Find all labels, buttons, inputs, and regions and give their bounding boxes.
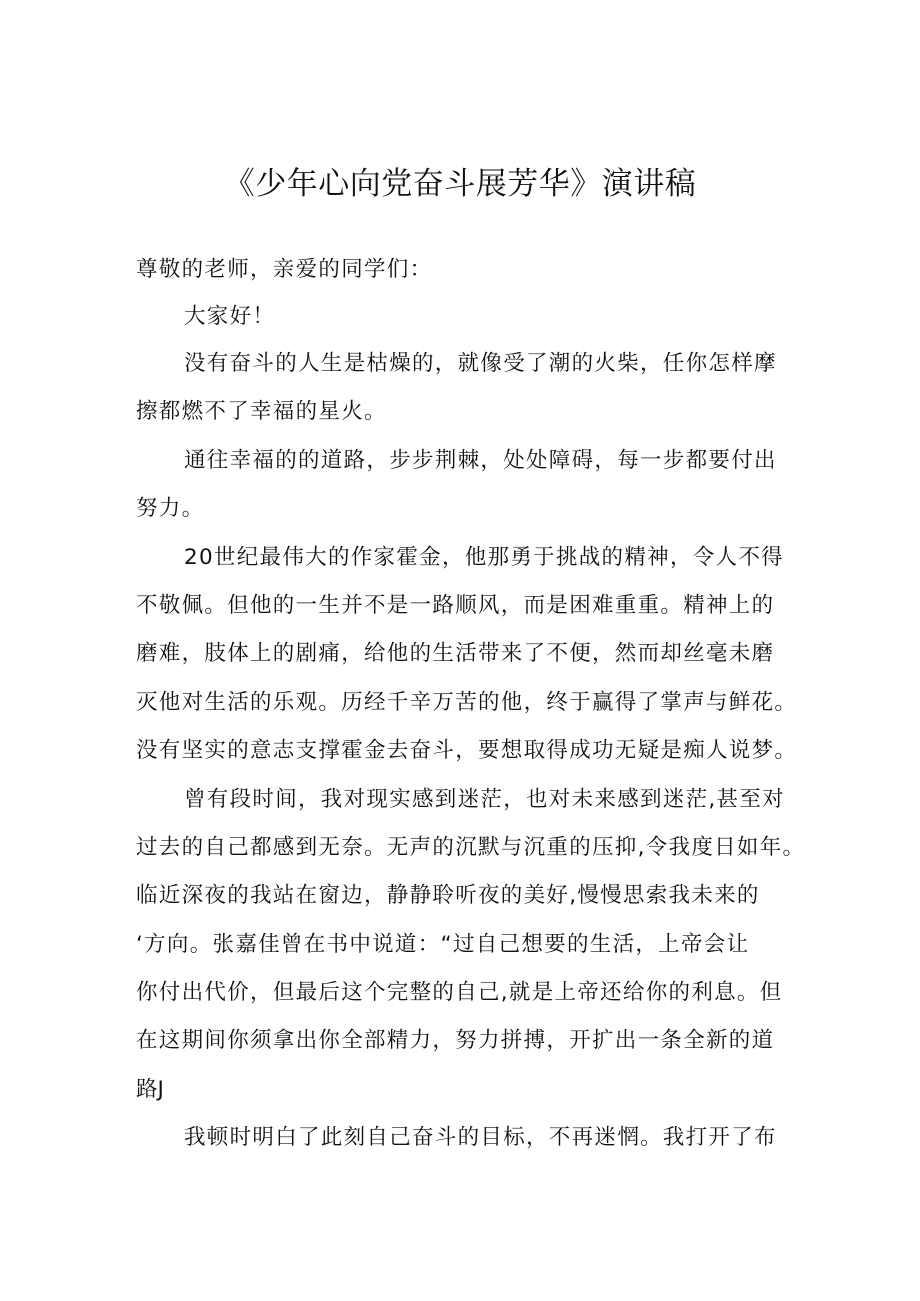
- paragraph-line: 你付出代价，但最后这个完整的自己,就是上帝还给你的利息。但: [136, 980, 783, 1005]
- paragraph-line: 过去的自己都感到无奈。无声的沉默与沉重的压抑,令我度日如年。: [136, 835, 806, 860]
- paragraph-line: 灭他对生活的乐观。历经千辛万苦的他，终于赢得了掌声与鲜花。: [136, 690, 798, 715]
- paragraph-line: 路J: [136, 1077, 164, 1102]
- paragraph-line: 没有坚实的意志支撑霍金去奋斗，要想取得成功无疑是痴人说梦。: [136, 738, 798, 763]
- paragraph-line: ‘方向。张嘉佳曾在书中说道：“过自己想要的生活，上帝会让: [136, 932, 750, 957]
- paragraph-line: 临近深夜的我站在窗边，静静聆听夜的美好,慢慢思索我未来的: [136, 883, 760, 908]
- paragraph-line: 通往幸福的的道路，步步荆棘，处处障碍，每一步都要付出: [184, 448, 777, 473]
- paragraph-line: 曾有段时间，我对现实感到迷茫，也对未来感到迷茫,甚至对: [184, 787, 785, 812]
- document-title: 《少年心向党奋斗展芳华》演讲稿: [223, 166, 697, 202]
- paragraph-line: 20世纪最伟大的作家霍金，他那勇于挑战的精神，令人不得: [184, 545, 784, 570]
- paragraph-line: 没有奋斗的人生是枯燥的，就像受了潮的火柴，任你怎样摩: [184, 351, 777, 376]
- salutation-line: 尊敬的老师，亲爱的同学们：: [136, 257, 433, 282]
- paragraph-line: 我顿时明白了此刻自己奋斗的目标，不再迷惘。我打开了布: [184, 1125, 777, 1150]
- paragraph-line: 在这期间你须拿出你全部精力，努力拼搏，开扩出一条全新的道: [136, 1028, 775, 1053]
- paragraph-line: 努力。: [136, 496, 205, 521]
- paragraph-line: 不敬佩。但他的一生并不是一路顺风，而是困难重重。精神上的: [136, 593, 775, 618]
- greeting-line: 大家好！: [184, 304, 276, 329]
- paragraph-line: 磨难，肢体上的剧痛，给他的生活带来了不便，然而却丝毫未磨: [136, 641, 775, 666]
- paragraph-line: 擦都燃不了幸福的星火。: [136, 399, 387, 424]
